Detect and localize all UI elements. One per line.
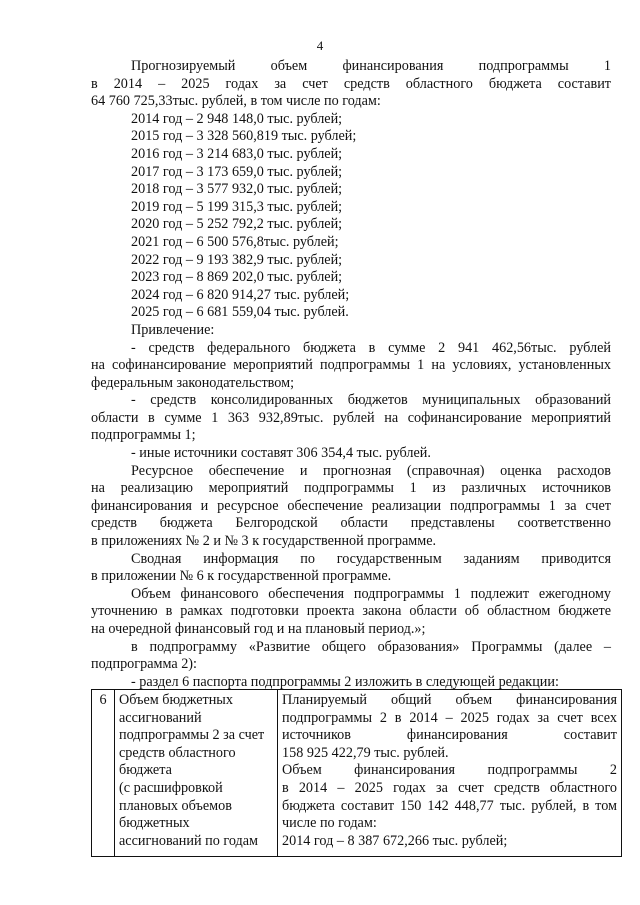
name-line: бюджетных (119, 815, 190, 832)
name-line: подпрограммы 2 за счет (119, 727, 265, 744)
value-line: Планируемый общий объем финансирования (282, 692, 617, 708)
value-line: бюджета составит 150 142 448,77 тыс. рублей, в том (282, 797, 617, 814)
row-value-cell (278, 690, 622, 857)
name-line: Объем бюджетных (119, 692, 233, 708)
intro-line-2: в 2014 – 2025 годах за счет средств областного бюджета составит (91, 75, 611, 92)
year-item: 2021 год – 6 500 576,8тыс. рублей; (131, 233, 339, 250)
consolidated-line-2: области в сумме 1 363 932,89тыс. рублей на софинансирование мероприятий (91, 409, 611, 426)
year-item: 2019 год – 5 199 315,3 тыс. рублей; (131, 198, 343, 215)
passport-table (91, 689, 622, 857)
summary-line-2: в приложении № 6 к государственной программе. (91, 568, 392, 585)
federal-line-3: федеральным законодательством; (91, 374, 295, 391)
year-item: 2016 год – 3 214 683,0 тыс. рублей; (131, 145, 343, 162)
value-line: 158 925 422,79 тыс. рублей. (282, 744, 449, 761)
consolidated-line-3: подпрограммы 1; (91, 427, 196, 444)
value-line: в 2014 – 2025 годах за счет средств областного (282, 779, 617, 796)
resource-line-4: средств бюджета Белгородской области представлены соответственно (91, 515, 611, 532)
year-item: 2024 год – 6 820 914,27 тыс. рублей; (131, 286, 350, 303)
intro-line-3: 64 760 725,33тыс. рублей, в том числе по годам: (91, 93, 381, 110)
summary-line-1: Сводная информация по государственным заданиям приводится (131, 550, 611, 567)
resource-line-1: Ресурсное обеспечение и прогнозная (справочная) оценка расходов (131, 462, 611, 479)
name-line: плановых объемов (119, 797, 232, 814)
section6-line: - раздел 6 паспорта подпрограммы 2 изложить в следующей редакции: (131, 673, 559, 690)
year-item: 2017 год – 3 173 659,0 тыс. рублей; (131, 163, 343, 180)
intro-line-1: Прогнозируемый объем финансирования подпрограммы 1 (131, 58, 611, 74)
year-item: 2020 год – 5 252 792,2 тыс. рублей; (131, 216, 343, 233)
resource-line-5: в приложениях № 2 и № 3 к государственной программе. (91, 533, 437, 550)
year-item: 2014 год – 2 948 148,0 тыс. рублей; (131, 110, 343, 127)
value-line: 2014 год – 8 387 672,266 тыс. рублей; (282, 832, 508, 849)
value-line: Объем финансирования подпрограммы 2 (282, 762, 617, 779)
attraction-label: Привлечение: (131, 321, 215, 338)
year-item: 2018 год – 3 577 932,0 тыс. рублей; (131, 181, 343, 198)
volume-line-1: Объем финансового обеспечения подпрограммы 1 подлежит ежегодному (131, 585, 611, 602)
row-name-cell (115, 690, 278, 857)
table-row (92, 690, 622, 857)
year-item: 2025 год – 6 681 559,04 тыс. рублей. (131, 304, 349, 321)
yearly-funding-list (91, 111, 611, 340)
year-item: 2022 год – 9 193 382,9 тыс. рублей; (131, 251, 343, 268)
name-line: ассигнований по годам (119, 832, 258, 849)
value-line: источников финансирования составит (282, 727, 617, 744)
name-line: бюджета (119, 762, 172, 779)
value-line: подпрограммы 2 в 2014 – 2025 годах за счет всех (282, 709, 617, 726)
resource-line-2: на реализацию мероприятий подпрограммы 1 из различных источников (91, 480, 611, 497)
federal-line-1: - средств федерального бюджета в сумме 2 941 462,56тыс. рублей (131, 339, 611, 356)
name-line: ассигнований (119, 709, 202, 726)
page-number: 4 (316, 38, 324, 53)
subprogram-line-1: в подпрограмму «Развитие общего образования» Программы (далее – (131, 638, 611, 655)
name-line: средств областного (119, 744, 236, 761)
federal-line-2: на софинансирование мероприятий подпрограммы 1 на условиях, установленных (91, 357, 611, 374)
resource-line-3: финансирования и ресурсное обеспечение реализации подпрограммы 1 за счет (91, 497, 611, 514)
subprogram-line-2: подпрограмма 2): (91, 656, 197, 673)
name-line: (с расшифровкой (119, 779, 223, 796)
row-number: 6 (92, 690, 115, 857)
value-line: числе по годам: (282, 815, 377, 832)
year-item: 2015 год – 3 328 560,819 тыс. рублей; (131, 128, 357, 145)
volume-line-2: уточнению в рамках подготовки проекта закона области об областном бюджете (91, 603, 611, 620)
consolidated-line-1: - средств консолидированных бюджетов муниципальных образований (131, 392, 611, 409)
year-item: 2023 год – 8 869 202,0 тыс. рублей; (131, 269, 343, 286)
volume-line-3: на очередной финансовый год и на плановый период.»; (91, 621, 426, 637)
document-body (91, 58, 611, 691)
other-sources-line: - иные источники составят 306 354,4 тыс. рублей. (131, 445, 431, 462)
